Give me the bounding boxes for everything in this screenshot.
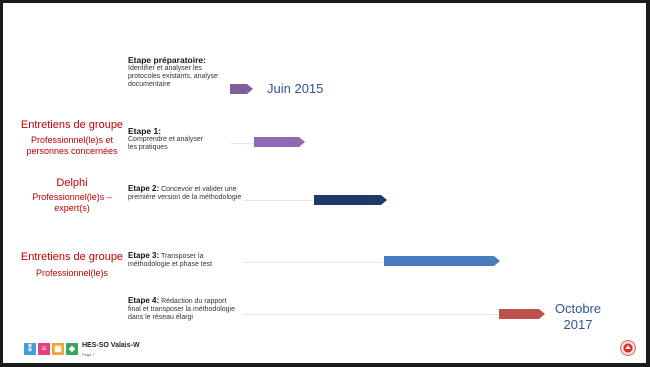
step-1 xyxy=(128,126,208,152)
label-subtitle: Professionnel(le)s xyxy=(35,268,109,278)
arrow-tip xyxy=(381,195,387,205)
step-text: Concevoir et valider une première version de la méthodologie xyxy=(128,186,242,201)
arrow-tip xyxy=(494,256,500,266)
step-title: Etape 2: xyxy=(128,184,160,193)
guide-line xyxy=(243,262,383,263)
slide xyxy=(3,3,646,363)
timeline-arrow-step-4 xyxy=(499,309,545,319)
logo-square-icon: ◆ xyxy=(66,343,78,355)
label-title: Entretiens de groupe xyxy=(20,251,124,263)
arrow-bar xyxy=(314,195,381,205)
arrow-bar xyxy=(254,137,299,147)
logo-square-icon: ≡ xyxy=(38,343,50,355)
label-subtitle: Professionnel(le)s – expert(s) xyxy=(32,192,112,213)
step-title: Etape préparatoire: xyxy=(128,55,206,65)
label-title: Delphi xyxy=(56,177,88,189)
label-subtitle: Professionnel(le)s et personnes concernées xyxy=(26,135,118,156)
step-title: Etape 4: xyxy=(128,296,160,305)
timeline-arrow-step-2 xyxy=(314,195,386,205)
label-group-interviews-1 xyxy=(13,119,131,157)
guide-line xyxy=(243,200,313,201)
arrow-tip xyxy=(539,309,545,319)
arrow-bar xyxy=(384,256,494,266)
arrow-tip xyxy=(299,137,305,147)
step-text: Comprendre et analyser les pratiques xyxy=(128,136,204,151)
arrow-tip xyxy=(247,84,253,94)
logo-square-icon: ▦ xyxy=(52,343,64,355)
label-title: Entretiens de groupe xyxy=(20,119,124,131)
label-delphi xyxy=(13,177,131,214)
timeline-arrow-step-3 xyxy=(384,256,500,266)
start-date: Juin 2015 xyxy=(267,81,324,96)
step-text: Rédaction du rapport final et transposer la méthodologie dans le réseau élargi xyxy=(128,298,236,321)
step-4 xyxy=(128,297,238,322)
logo-square-icon: ⁑ xyxy=(24,343,36,355)
label-group-interviews-2 xyxy=(13,251,131,279)
emblem-icon xyxy=(620,340,636,356)
step-2 xyxy=(128,185,243,202)
step-text: Identifier et analyser les protocoles existants, analyse documentaire xyxy=(128,65,218,88)
timeline-arrow-step-1 xyxy=(254,137,304,147)
footer-page: Page 7 xyxy=(82,352,95,357)
guide-line xyxy=(243,314,499,315)
timeline-arrow-preparatory xyxy=(230,84,252,94)
step-title: Etape 3: xyxy=(128,251,160,260)
step-title: Etape 1: xyxy=(128,126,162,136)
end-date: Octobre 2017 xyxy=(554,301,602,332)
step-preparatory xyxy=(128,55,220,89)
step-text: Transposer la méthodologie et phase test xyxy=(128,253,213,268)
footer-org: HES-SO Valais-W xyxy=(82,342,140,349)
step-3 xyxy=(128,252,243,269)
arrow-bar xyxy=(499,309,539,319)
arrow-bar xyxy=(230,84,247,94)
